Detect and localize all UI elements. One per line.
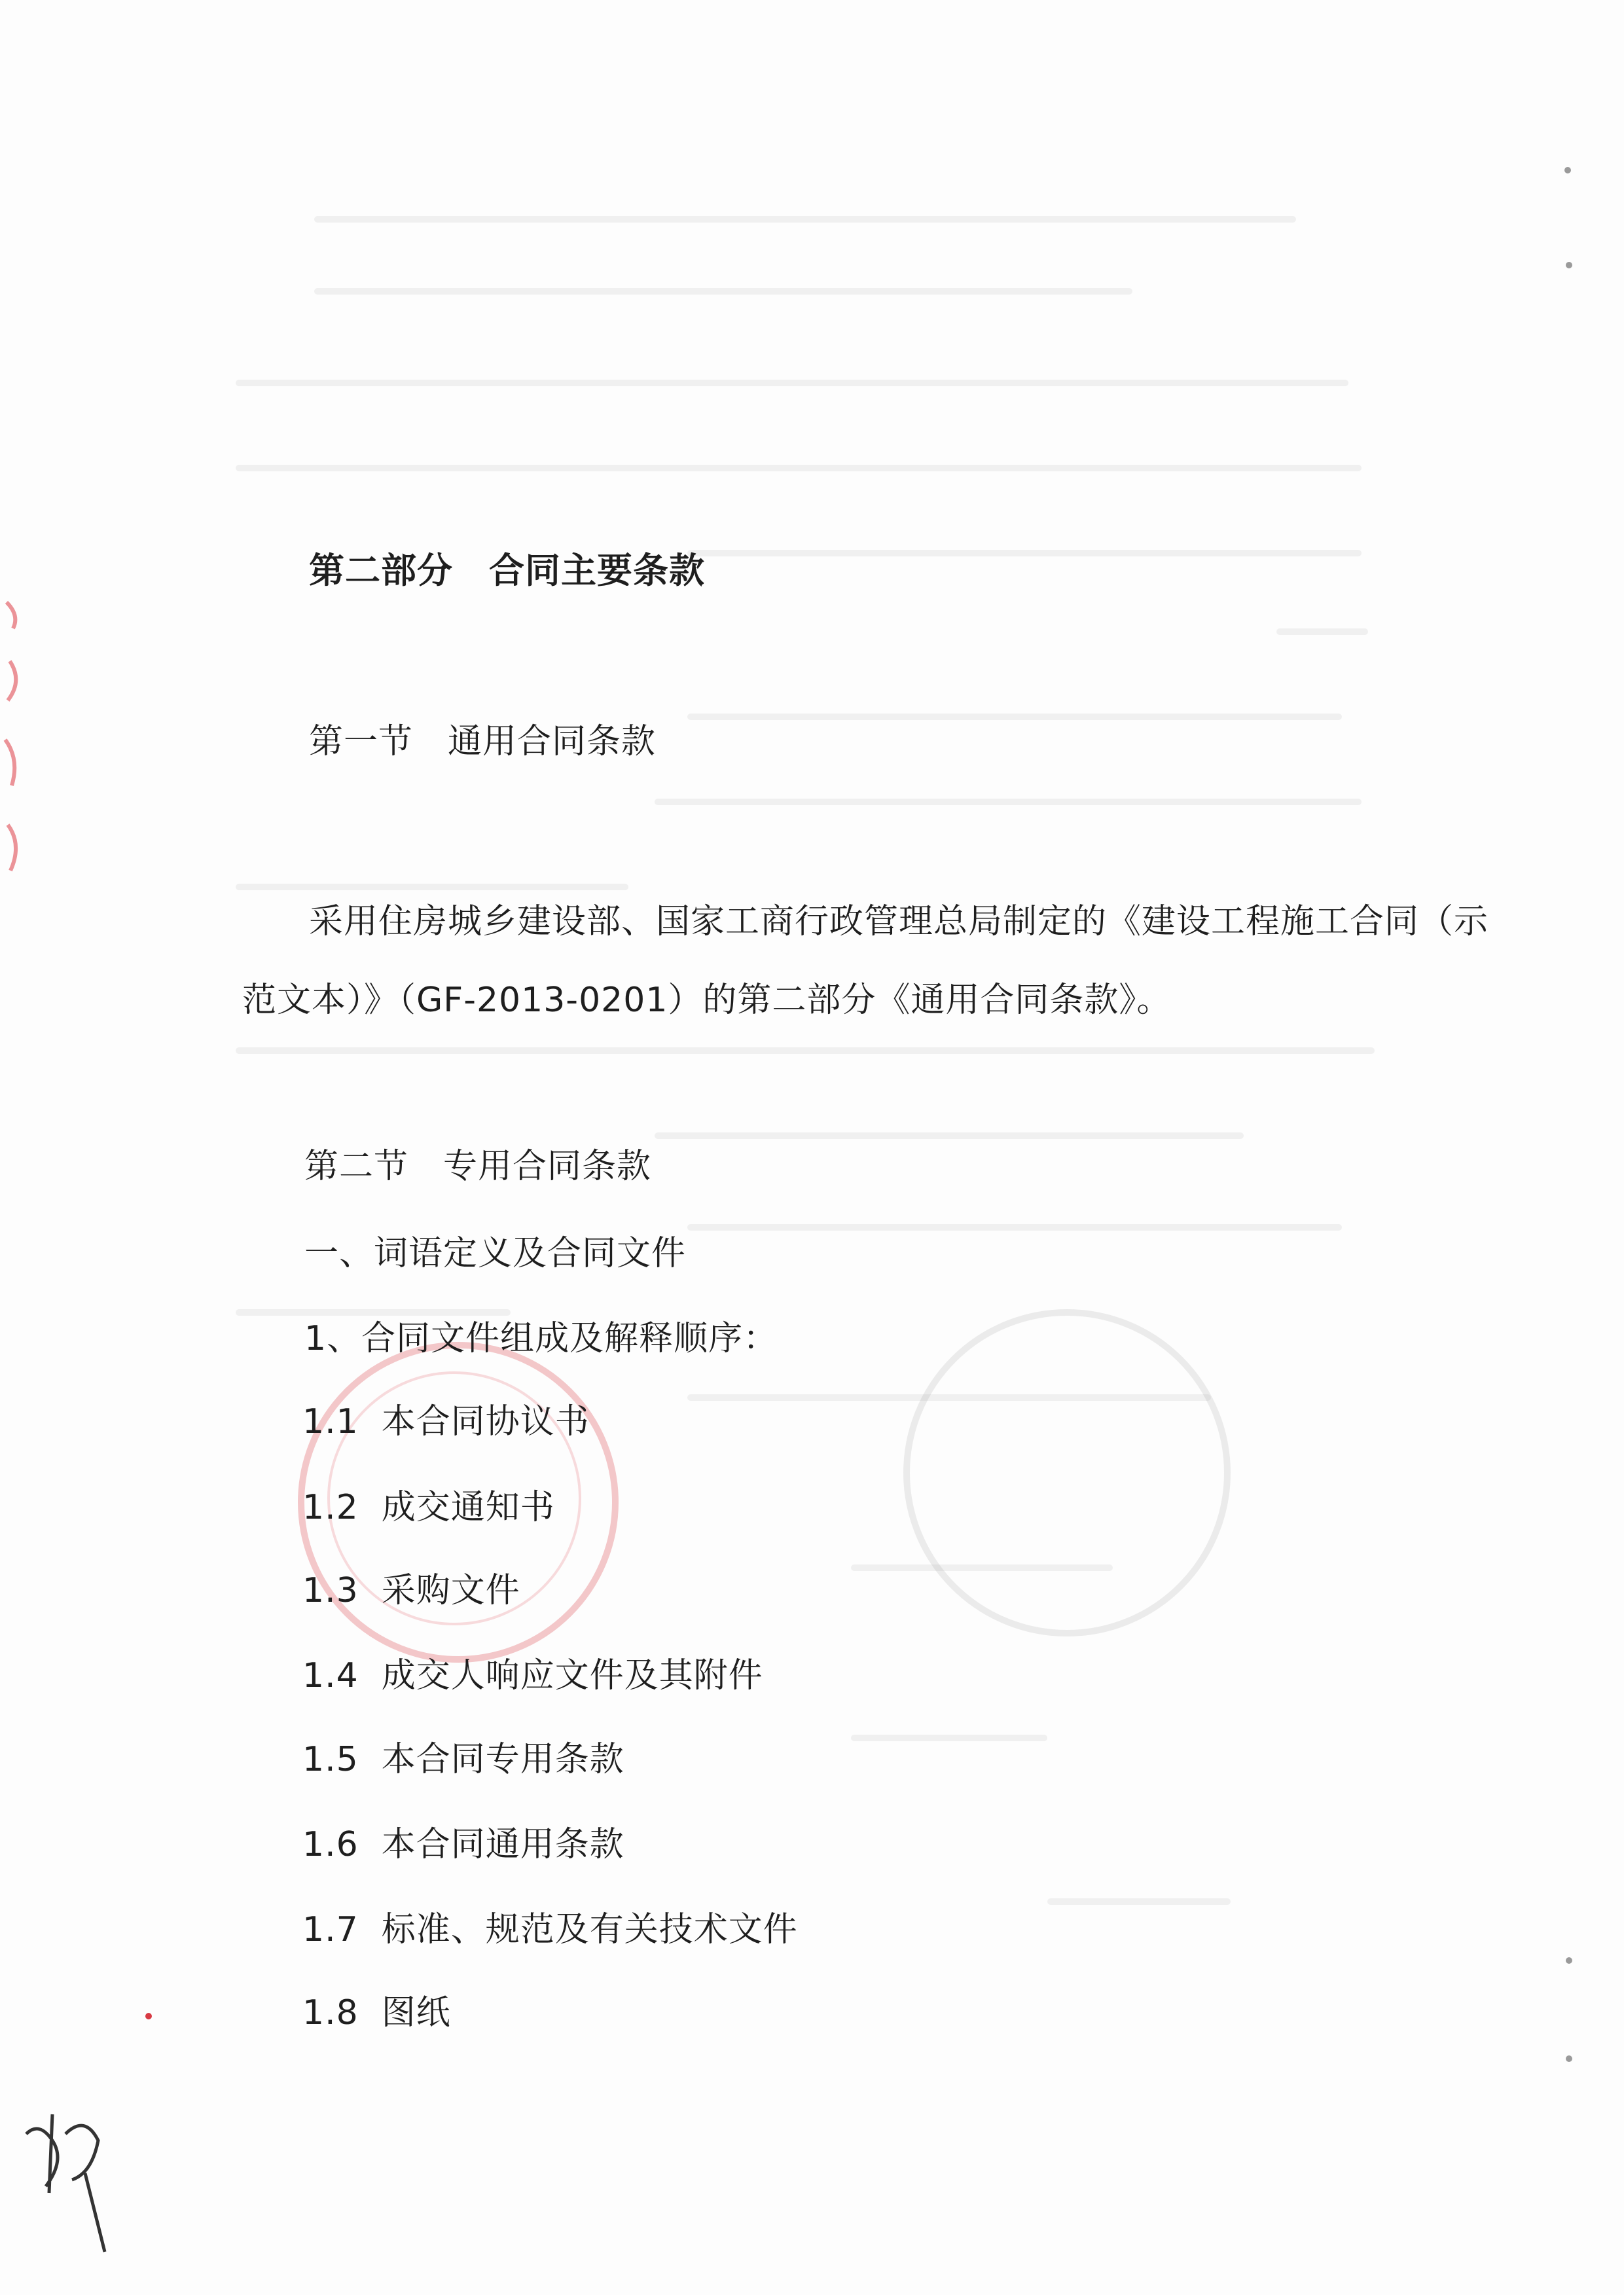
list-item-number: 1.5 [302,1740,359,1779]
bleed-through-line [314,216,1296,223]
list-item-number: 1.6 [302,1825,359,1864]
edge-dot [1566,262,1572,268]
faded-seal-stamp [903,1309,1231,1636]
list-item-number: 1.8 [302,1993,359,2033]
list-item [302,1571,520,1610]
list-item [302,1656,763,1695]
edge-dot [1564,167,1571,173]
list-item [302,1402,590,1441]
part-title: 第二部分 合同主要条款 [309,550,705,591]
handwritten-initials [13,2095,131,2265]
list-item [302,1910,798,1949]
list-item-text: 成交通知书 [381,1488,555,1527]
bleed-through-line [236,380,1348,386]
list-item-number: 1.7 [302,1910,359,1949]
list-item-number: 1.1 [302,1402,359,1441]
paragraph-line1: 采用住房城乡建设部、国家工商行政管理总局制定的《建设工程施工合同（示 [309,902,1489,941]
bleed-through-line [236,465,1362,471]
list-item-text: 本合同通用条款 [381,1825,624,1864]
list-item [302,1740,624,1779]
list-item-text: 图纸 [381,1993,451,2033]
bleed-through-line [687,550,1362,556]
list-item-text: 成交人响应文件及其附件 [381,1656,763,1695]
list-item [302,1488,555,1527]
bleed-through-line [655,1132,1244,1139]
bleed-through-line [314,288,1132,295]
bleed-through-line [236,1047,1375,1054]
list-item-number: 1.4 [302,1656,359,1695]
list-item-number: 1.2 [302,1488,359,1527]
red-dot-mark [145,2013,152,2019]
bleed-through-line [851,1735,1047,1741]
list-item-text: 标准、规范及有关技术文件 [381,1910,798,1949]
bleed-through-line [687,714,1342,720]
seam-stamp-mark [0,589,33,903]
section1-title: 第一节 通用合同条款 [309,722,657,761]
section2-title: 第二节 专用合同条款 [304,1147,652,1186]
list-item [302,1825,624,1864]
subitem-heading: 1、合同文件组成及解释顺序： [304,1319,778,1358]
bleed-through-line [687,1224,1342,1231]
item-heading: 一、词语定义及合同文件 [304,1234,687,1273]
paragraph-line2: 范文本）》（GF-2013-0201）的第二部分《通用合同条款》。 [242,981,1172,1020]
bleed-through-line [236,884,628,890]
list-item-text: 本合同协议书 [381,1402,590,1441]
bleed-through-line [236,1309,511,1316]
edge-dot [1566,1957,1572,1964]
list-item [302,1993,451,2033]
list-item-number: 1.3 [302,1571,359,1610]
edge-dot [1566,2055,1572,2062]
bleed-through-line [655,799,1362,805]
bleed-through-line [1047,1898,1231,1905]
list-item-text: 采购文件 [381,1571,520,1610]
list-item-text: 本合同专用条款 [381,1740,624,1779]
bleed-through-line [1276,628,1368,635]
